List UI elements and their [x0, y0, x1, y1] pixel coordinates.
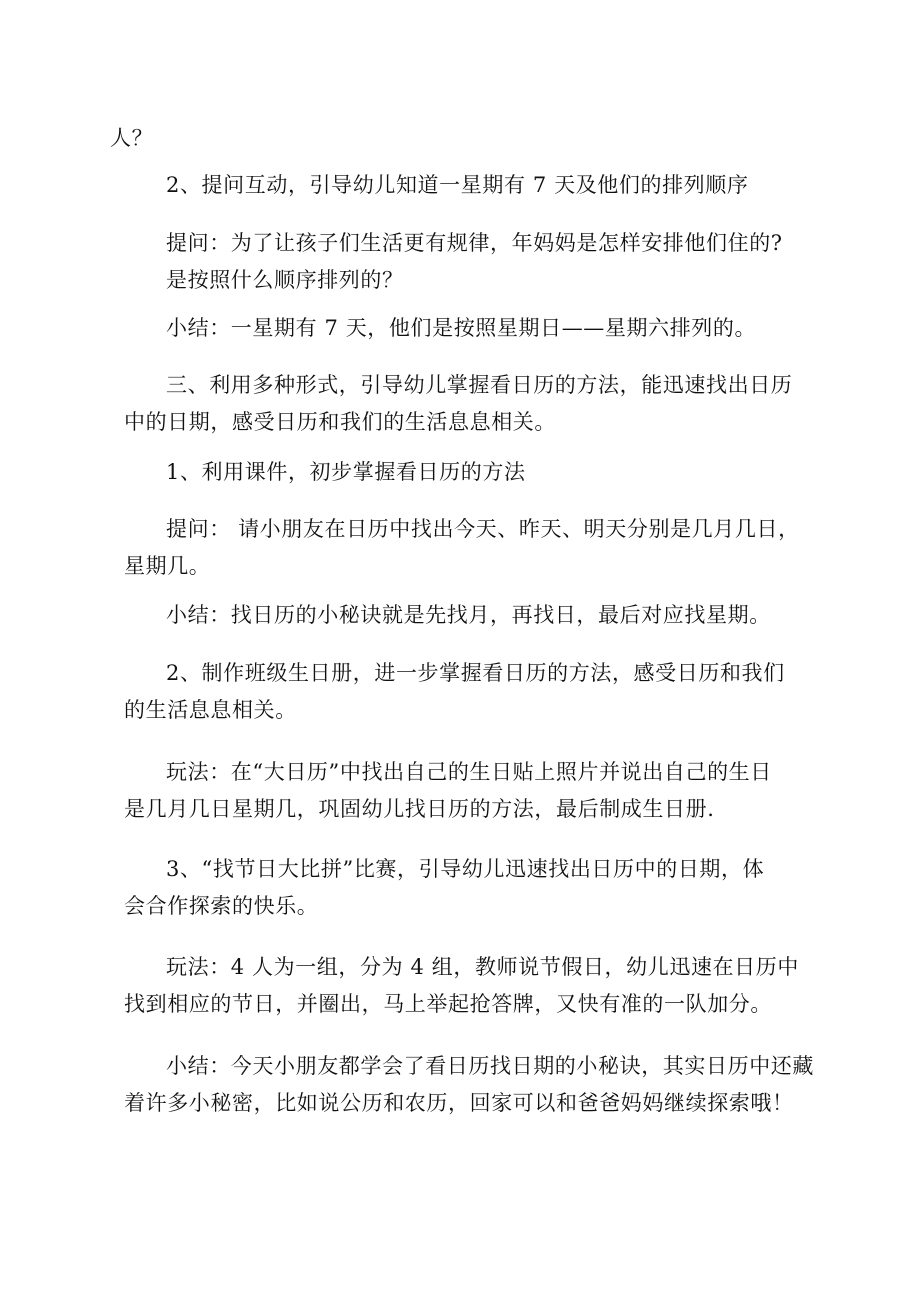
- text-line: 1、利用课件，初步掌握看日历的方法: [166, 460, 526, 484]
- text-line: 人？: [110, 126, 154, 150]
- text-line: 小结：一星期有 7 天，他们是按照星期日——星期六排列的。: [166, 316, 757, 340]
- text-line: 会合作探索的快乐。: [124, 894, 319, 918]
- text-line: 小结：今天小朋友都学会了看日历找日期的小秘诀，其实日历中还藏: [166, 1054, 814, 1078]
- text-line: 玩法：在“大日历”中找出自己的生日贴上照片并说出自己的生日: [166, 760, 772, 784]
- text-line: 中的日期，感受日历和我们的生活息息相关。: [124, 410, 556, 434]
- text-line: 星期几。: [124, 554, 211, 578]
- text-line: 是按照什么顺序排列的？: [166, 268, 404, 292]
- text-line: 3、“找节日大比拼”比赛，引导幼儿迅速找出日历中的日期，体: [166, 857, 765, 881]
- text-line: 找到相应的节日，并圈出，马上举起抢答牌，又快有准的一队加分。: [124, 992, 772, 1016]
- text-line: 的生活息息相关。: [124, 698, 297, 722]
- text-line: 提问：为了让孩子们生活更有规律，年妈妈是怎样安排他们住的?: [166, 231, 783, 255]
- text-line: 是几月几日星期几，巩固幼儿找日历的方法，最后制成生日册.: [124, 797, 715, 821]
- text-line: 提问： 请小朋友在日历中找出今天、昨天、明天分别是几月几日，: [166, 517, 800, 541]
- text-line: 玩法：4 人为一组，分为 4 组，教师说节假日，幼儿迅速在日历中: [166, 955, 799, 979]
- text-line: 小结：找日历的小秘诀就是先找月，再找日，最后对应找星期。: [166, 603, 771, 627]
- text-line: 2、提问互动，引导幼儿知道一星期有 7 天及他们的排列顺序: [166, 173, 749, 197]
- text-line: 三、利用多种形式，引导幼儿掌握看日历的方法，能迅速找出日历: [166, 373, 793, 397]
- text-line: 着许多小秘密，比如说公历和农历，回家可以和爸爸妈妈继续探索哦！: [124, 1091, 794, 1115]
- text-line: 2、制作班级生日册，进一步掌握看日历的方法，感受日历和我们: [166, 661, 785, 685]
